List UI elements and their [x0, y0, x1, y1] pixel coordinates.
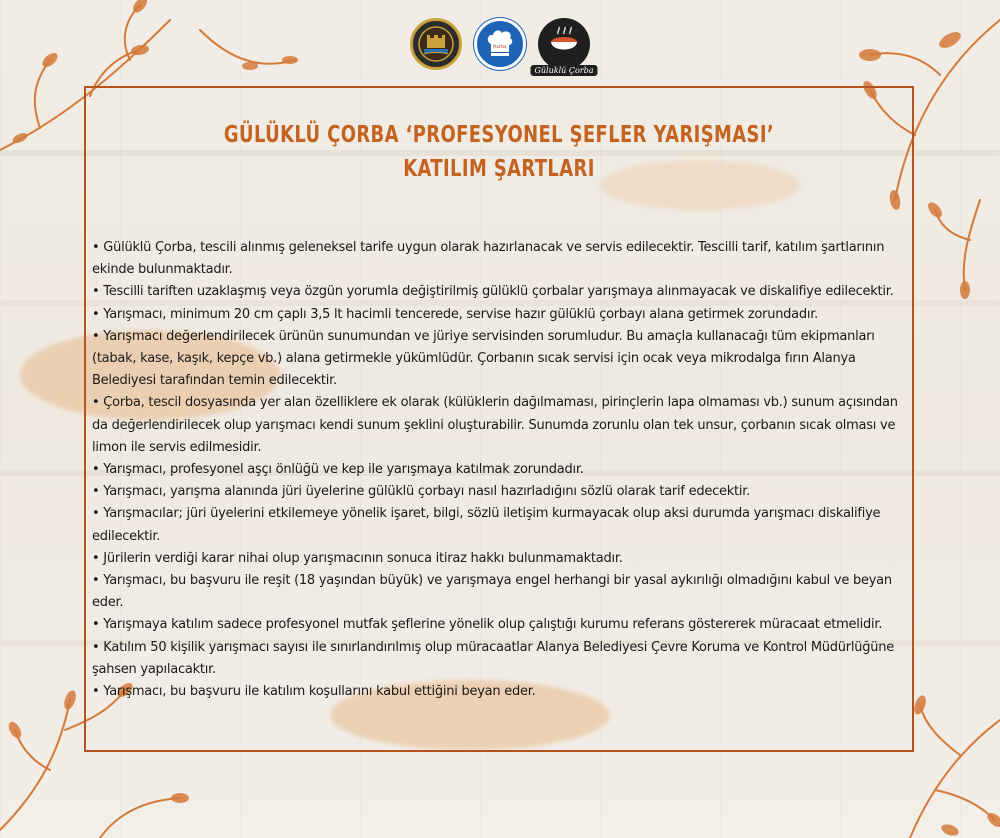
guluklu-corba-logo [534, 18, 594, 75]
condition-item: • Yarışmacı, bu başvuru ile reşit (18 yaşından büyük) ve yarışmaya engel herhangi bir yasal aykırılığı olmadığını kabul ve beyan eder. [92, 573, 892, 611]
title-line-2: KATILIM ŞARTLARI [403, 156, 595, 182]
condition-item: • Yarışmacı değerlendirilecek ürünün sunumundan ve jüriye servisinden sorumludur. Bu amaçla kullanacağı tüm ekipmanları (tabak, kase, kaşık, kepçe vb.) alana getirmekle yükümlüdür. Çorbanın sıcak servisi için ocak veya mikrodalga fırın Alanya Belediyesi tarafından temin edilecektir. [92, 328, 875, 389]
castle-icon [416, 24, 456, 64]
municipality-seal-logo [410, 18, 462, 70]
condition-item: • Yarışmacı, profesyonel aşçı önlüğü ve kep ile yarışmaya katılmak zorundadır. [92, 462, 584, 478]
conditions-list [92, 237, 914, 703]
condition-item: • Jürilerin verdiği karar nihai olup yarışmacının sonuca itiraz hakkı bulunmamaktadır. [92, 550, 623, 566]
title-line-1: GÜLÜKLÜ ÇORBA ‘PROFESYONEL ŞEFLER YARIŞMASI’ [223, 122, 775, 148]
condition-item: • Çorba, tescil dosyasında yer alan özelliklere ek olarak (külüklerin dağılmaması, pirinçlerin lapa olmaması vb.) sunum açısından da değerlendirilecek olup yarışmacı kendi sunum şeklini oluşturabilir. Sunumda zorunlu olan tek unsur, çorbanın sıcak olması ve limon ile servis edilmesidir. [92, 395, 898, 455]
chefs-association-logo [474, 18, 526, 70]
condition-item: • Katılım 50 kişilik yarışmacı sayısı ile sınırlandırılmış olup müracaatlar Alanya Belediyesi Çevre Koruma ve Kontrol Müdürlüğüne şahsen yapılacaktır. [92, 639, 894, 677]
svg-text:Mutfak: Mutfak [493, 44, 507, 49]
condition-item: • Yarışmacı, bu başvuru ile katılım koşullarını kabul ettiğini beyan eder. [92, 684, 536, 700]
condition-item: • Yarışmacılar; jüri üyelerini etkilemeye yönelik işaret, bilgi, sözlü iletişim kurmayacak olup aksi durumda yarışmacı diskalifiye edilecektir. [92, 506, 881, 544]
page-title [175, 118, 822, 186]
condition-item: • Gülüklü Çorba, tescili alınmış geleneksel tarife uygun olarak hazırlanacak ve servis edilecektir. Tescilli tarif, katılım şartlarının ekinde bulunmaktadır. [92, 240, 885, 278]
condition-item: • Tescilli tariften uzaklaşmış veya özgün yorumla değiştirilmiş gülüklü çorbalar yarışmaya alınmayacak ve diskalifiye edilecektir. [92, 284, 894, 300]
soup-logo-label: Güluklü Çorba [530, 65, 597, 76]
condition-item: • Yarışmacı, minimum 20 cm çaplı 3,5 lt hacimli tencerede, servise hazır gülüklü çorbayı alana getirmek zorundadır. [92, 306, 819, 322]
soup-bowl-icon [544, 24, 584, 64]
logo-bar [0, 18, 1000, 75]
condition-item: • Yarışmaya katılım sadece profesyonel mutfak şeflerine yönelik olup çalıştığı kurumu referans göstererek müracaat etmelidir. [92, 617, 883, 633]
condition-item: • Yarışmacı, yarışma alanında jüri üyelerine gülüklü çorbayı nasıl hazırladığını sözlü olarak tarif edecektir. [92, 484, 750, 500]
chef-hat-icon [482, 26, 518, 62]
